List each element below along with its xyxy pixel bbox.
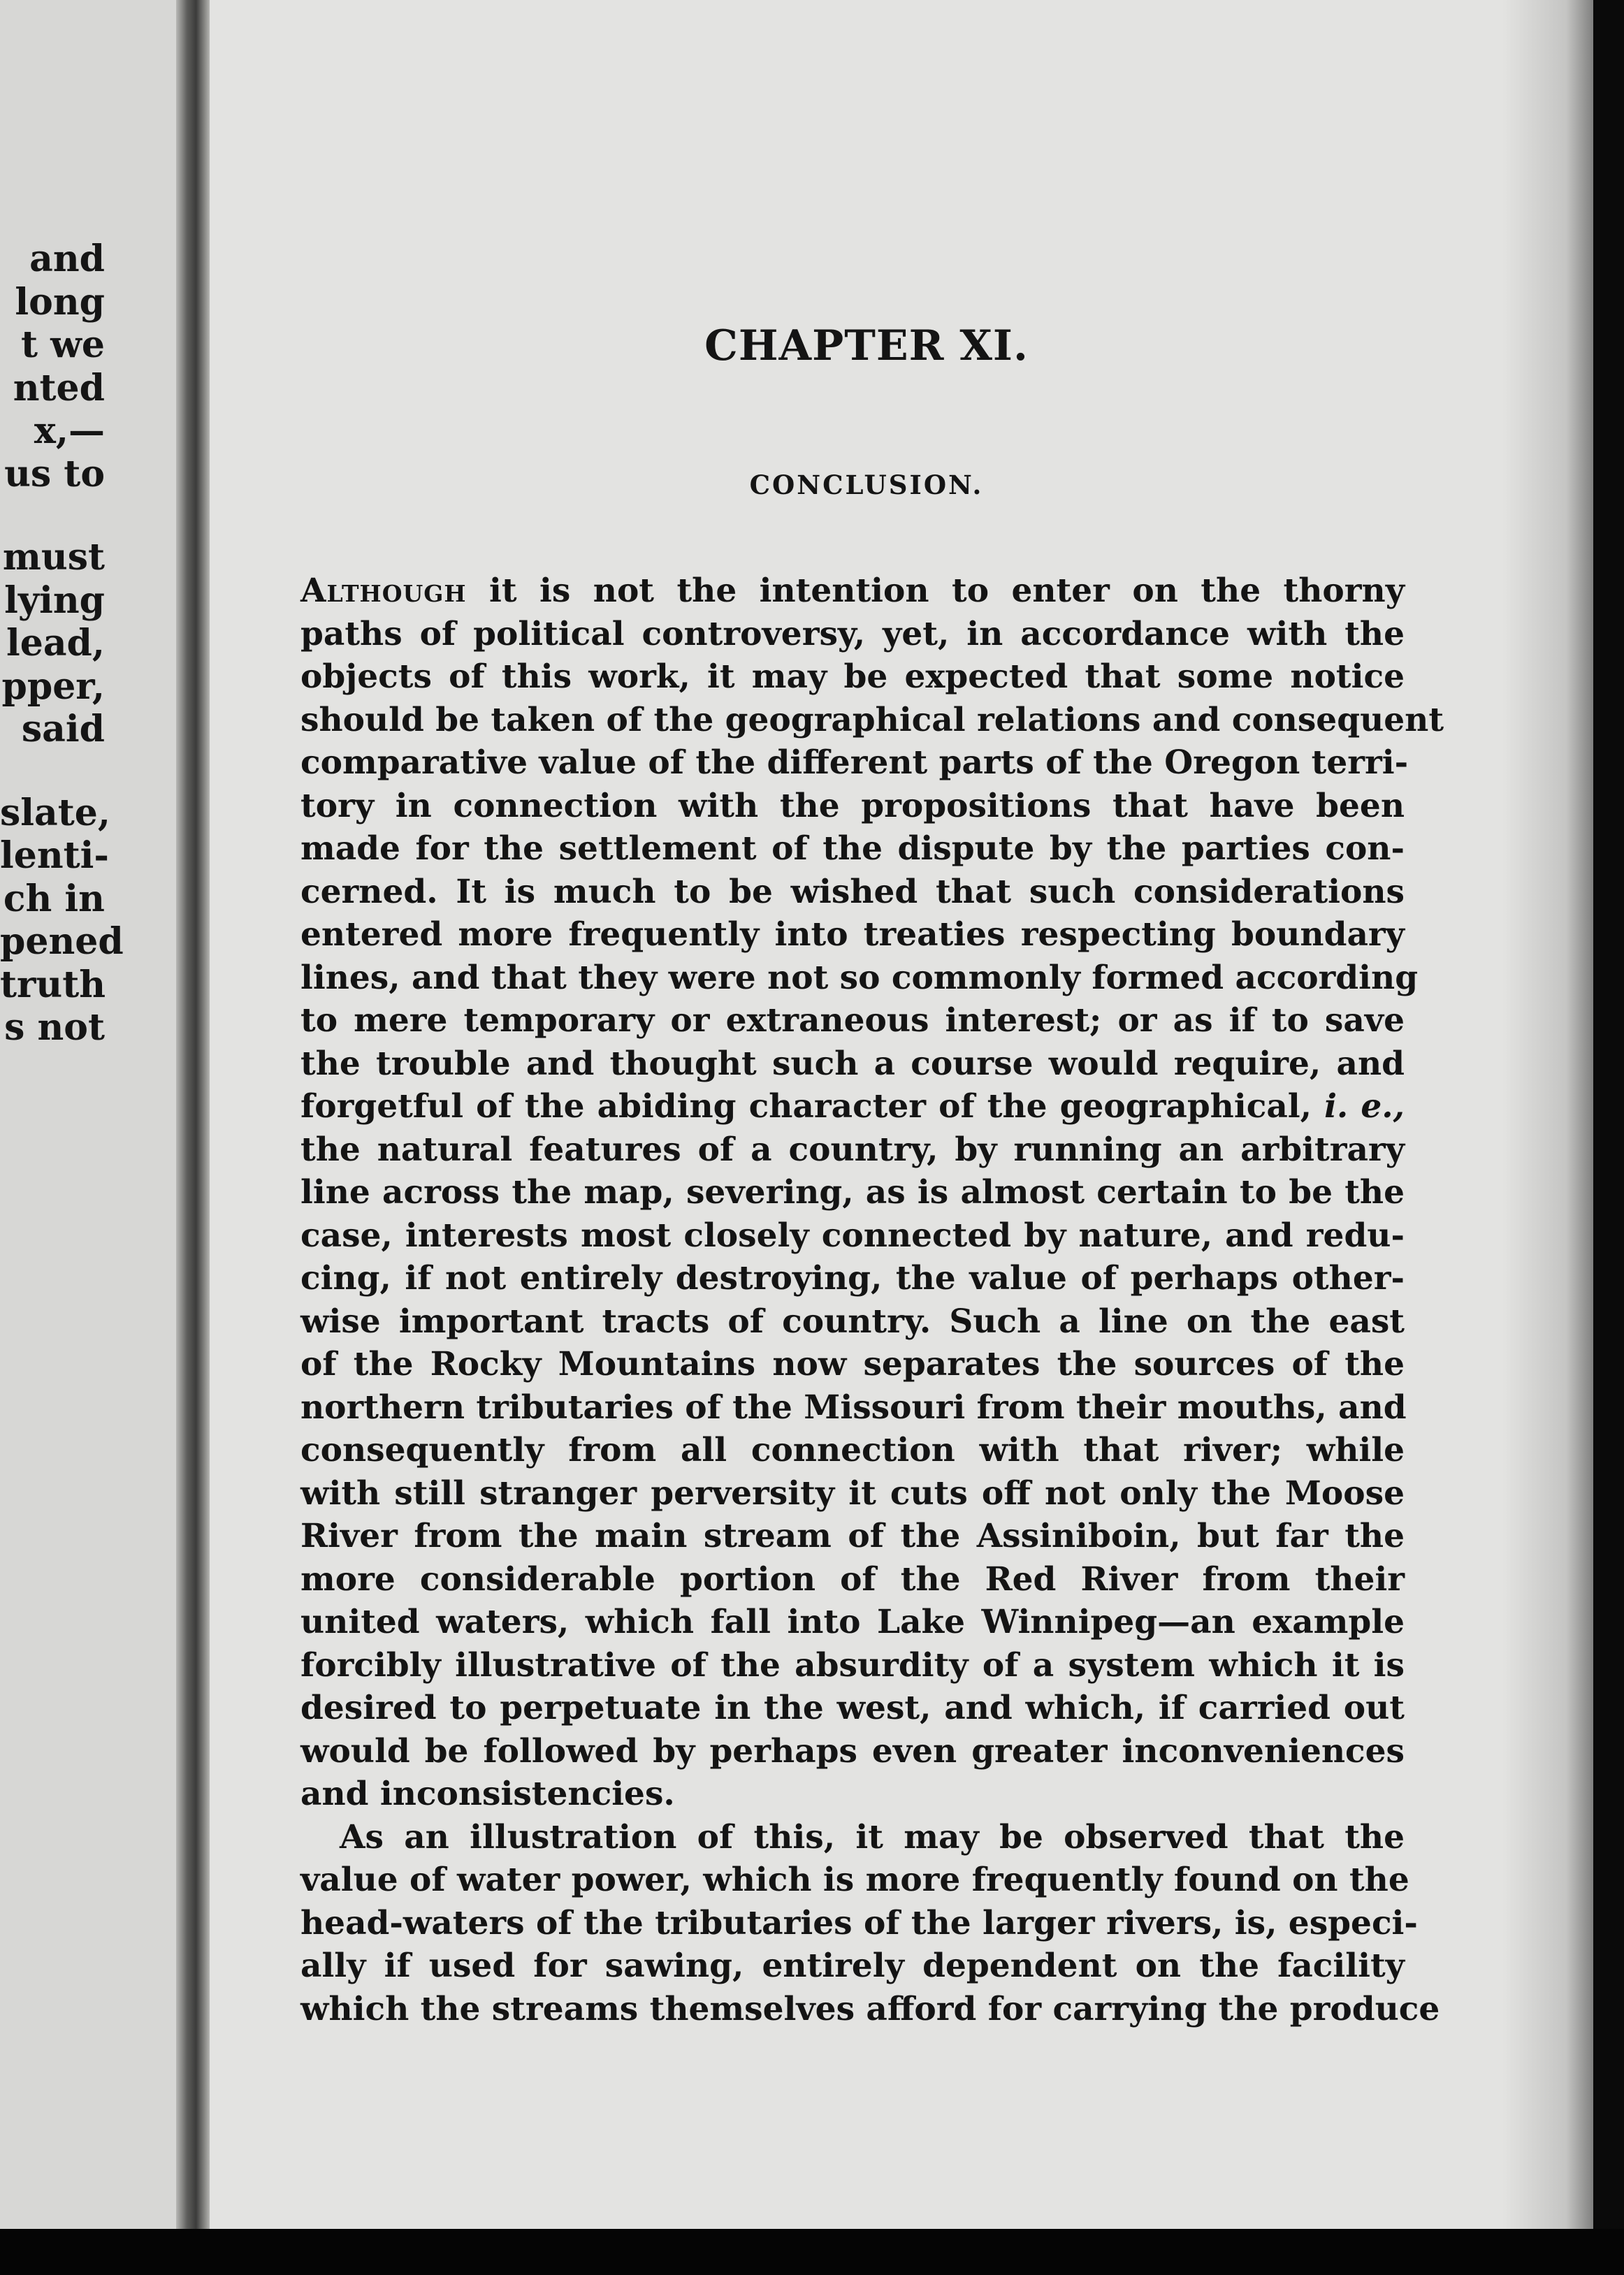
scan-bottom-border <box>0 2229 1624 2275</box>
fragment-line: said <box>21 708 105 750</box>
text-line: paths of political controversy, yet, in accordance with the <box>300 614 1405 653</box>
fragment-line: nted <box>13 366 105 409</box>
text-line: northern tributaries of the Missouri from their mouths, and <box>300 1388 1407 1427</box>
text-line: the natural features of a country, by running an arbitrary <box>300 1130 1405 1169</box>
text-line: objects of this work, it may be expected that some notice <box>300 657 1405 696</box>
text-line: the trouble and thought such a course would require, and <box>300 1044 1405 1083</box>
text-line: tory in connection with the propositions that have been <box>300 786 1405 825</box>
book-page <box>210 0 1593 2229</box>
text-line: ally if used for sawing, entirely dependent on the facility <box>300 1947 1405 1985</box>
fragment-line: long <box>15 280 105 324</box>
chapter-heading: CHAPTER XI. <box>704 321 1029 370</box>
fragment-line: pened <box>0 920 124 963</box>
paragraph-gap <box>0 751 105 792</box>
text-line: would be followed by perhaps even greater inconveniences <box>300 1731 1405 1771</box>
fragment-line: and <box>29 238 105 280</box>
text-line: with still stranger perversity it cuts off not only the Moose <box>300 1474 1405 1513</box>
fragment-line: t we <box>21 324 105 366</box>
fragment-line: slate, <box>0 791 110 834</box>
facing-page-margin <box>0 0 183 2236</box>
text-line: value of water power, which is more frequently found on the <box>300 1861 1409 1899</box>
text-line: line across the map, severing, as is almost certain to be the <box>300 1173 1405 1212</box>
text-line <box>300 569 1405 613</box>
text-line: head-waters of the tributaries of the larger rivers, is, especi- <box>300 1903 1418 1942</box>
fragment-line: truth <box>0 963 106 1006</box>
facing-page-text-fragments <box>0 238 124 1049</box>
text-line: which the streams themselves afford for carrying the produce <box>300 1989 1440 2028</box>
text-line: entered more frequently into treaties respecting boundary <box>300 915 1405 954</box>
section-title: CONCLUSION. <box>749 470 984 500</box>
fragment-line: us to <box>4 452 105 495</box>
body-text <box>300 569 1444 2030</box>
text-line <box>300 1085 1405 1128</box>
paragraph-gap <box>0 495 105 536</box>
text-line: of the Rocky Mountains now separates the sources of the <box>300 1345 1405 1383</box>
page-edge-shadow <box>1502 0 1593 2229</box>
paragraph-lead-word: Although <box>300 572 467 610</box>
italic-abbreviation: i. e., <box>1324 1087 1405 1126</box>
fragment-line: must <box>2 536 105 579</box>
text-line: River from the main stream of the Assiniboin, but far the <box>300 1517 1405 1555</box>
text-line: comparative value of the different parts of the Oregon terri- <box>300 743 1409 782</box>
line-text: forgetful of the abiding character of the geographical, <box>300 1087 1325 1126</box>
text-line: and inconsistencies. <box>300 1775 675 1813</box>
text-line: united waters, which fall into Lake Winnipeg—an example <box>300 1603 1405 1641</box>
text-line: As an illustration of this, it may be observed that the <box>340 1817 1405 1856</box>
fragment-line: s not <box>4 1006 105 1049</box>
text-line: to mere temporary or extraneous interest; or as if to save <box>300 1001 1405 1040</box>
line-text: it is not the intention to enter on the thorny <box>466 572 1405 610</box>
text-line: cerned. It is much to be wished that such considerations <box>300 872 1405 911</box>
fragment-line: x,— <box>34 409 105 452</box>
text-line: consequently from all connection with that river; while <box>300 1431 1405 1469</box>
book-gutter <box>176 0 212 2236</box>
text-line: lines, and that they were not so commonly formed according <box>300 958 1419 997</box>
text-line: wise important tracts of country. Such a line on the east <box>300 1302 1405 1341</box>
fragment-line: lenti- <box>0 834 109 877</box>
text-line: should be taken of the geographical relations and consequent <box>300 700 1444 739</box>
fragment-line: pper, <box>1 664 105 708</box>
text-line: forcibly illustrative of the absurdity of a system which it is <box>300 1645 1405 1685</box>
fragment-line: ch in <box>3 877 105 920</box>
text-line: cing, if not entirely destroying, the value of perhaps other- <box>300 1259 1405 1298</box>
text-line: desired to perpetuate in the west, and which, if carried out <box>300 1689 1405 1727</box>
text-line: case, interests most closely connected by nature, and redu- <box>300 1216 1405 1255</box>
text-line: made for the settlement of the dispute by the parties con- <box>300 829 1405 868</box>
fragment-line: lying <box>4 579 105 622</box>
fragment-line: lead, <box>6 622 105 664</box>
text-line: more considerable portion of the Red River from their <box>300 1560 1405 1599</box>
